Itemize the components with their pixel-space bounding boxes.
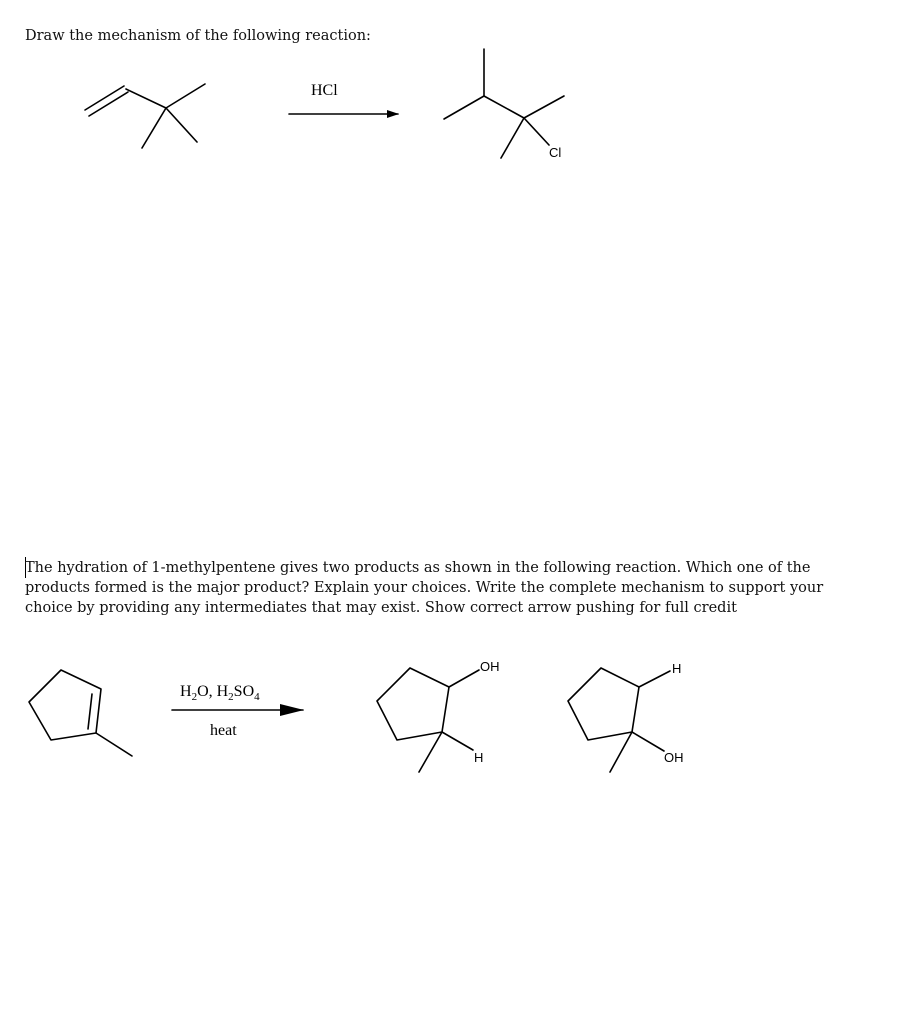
question-2-line-2: products formed is the major product? Explain your choices. Write the complete mechanism to support your [25,580,824,596]
reagent-sub-2a: 2 [191,691,198,703]
reactant-1-methylcyclopentene [29,670,132,756]
question-1-prompt: Draw the mechanism of the following reaction: [25,28,371,44]
reagent-o-comma-h: O, H [197,683,229,700]
question-2-line-1: The hydration of 1-methylpentene gives two products as shown in the following reaction. Which one of the [25,560,811,576]
reagent-h2o-h2so4 [180,683,260,703]
reagent-so: SO [233,683,255,700]
reagent-sub-2b: 2 [228,691,234,703]
product-1-label-oh: OH [480,659,500,674]
product-2-label-oh: OH [664,750,684,765]
condition-heat: heat [210,722,237,739]
product-1-label-h: H [474,750,484,765]
reactant-3-3-dimethylbutene [85,84,205,148]
product-1 [377,668,479,772]
product-2-chloro-2-3-dimethylbutane [444,49,564,158]
reagent-h: H [180,683,192,700]
reagent-hcl: HCl [311,82,338,99]
product-2-label-h: H [672,661,682,676]
question-2-line-3: choice by providing any intermediates that may exist. Show correct arrow pushing for full credit [25,600,737,616]
atom-label-cl: Cl [549,145,562,160]
product-2 [568,668,670,772]
reagent-sub-4: 4 [254,691,260,703]
